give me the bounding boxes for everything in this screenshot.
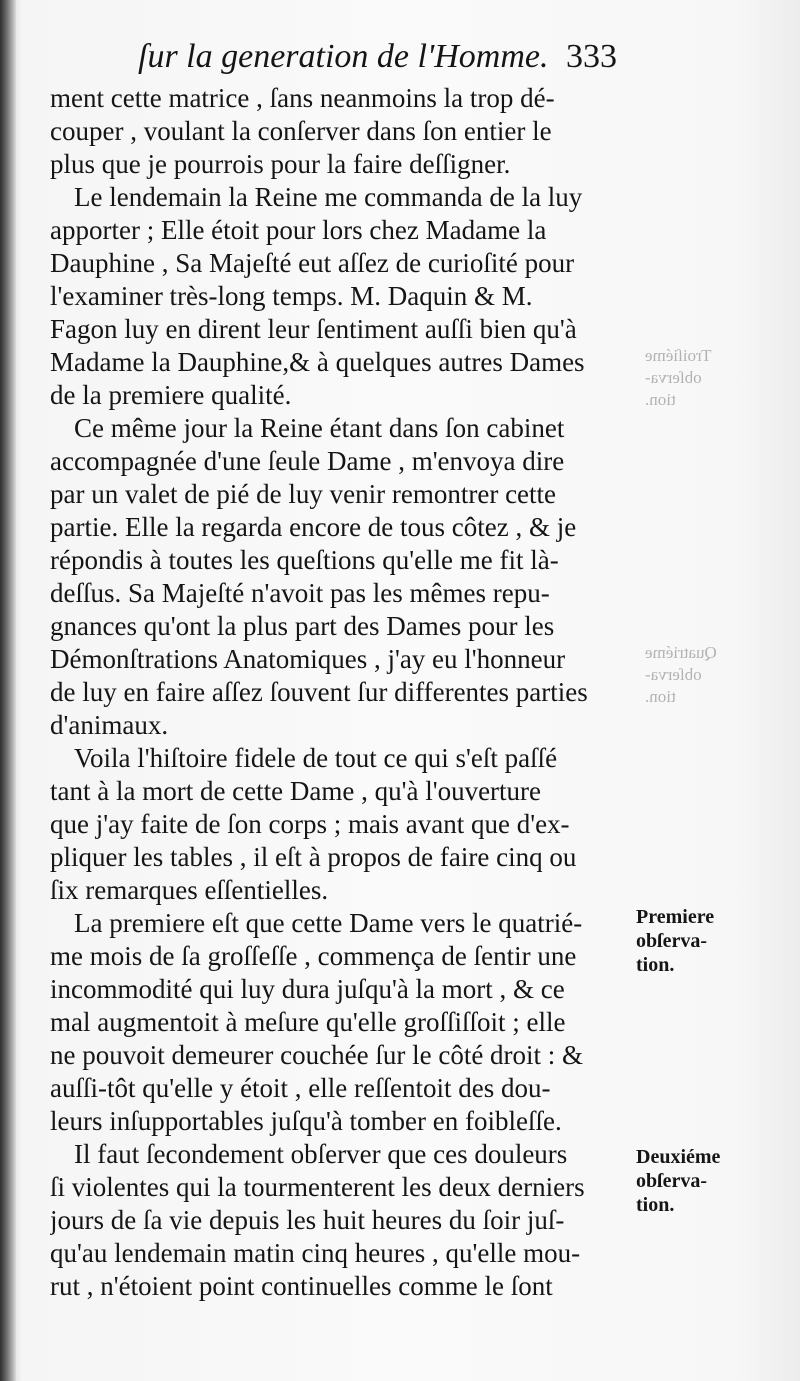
margin-note-second-observation (636, 1145, 786, 1217)
text-line: auſſi-tôt qu'elle y étoit , elle reſſentoit des dou- (50, 1073, 551, 1103)
text-line: que j'ay faite de ſon corps ; mais avant que d'ex- (50, 809, 570, 839)
margin-note-line: obſerva- (636, 930, 708, 952)
text-line: ſi violentes qui la tourmenterent les deux derniers (50, 1172, 585, 1202)
text-line: gnances qu'ont la plus part des Dames pour les (50, 611, 555, 641)
text-line: accompagnée d'une ſeule Dame , m'envoya dire (50, 446, 565, 476)
text-line: de luy en faire aſſez ſouvent ſur differentes parties (50, 677, 588, 707)
margin-note-line: obſerva- (636, 1170, 708, 1192)
text-line: La premiere eſt que cette Dame vers le quatrié- (74, 908, 583, 938)
text-line: ſix remarques eſſentielles. (50, 875, 329, 905)
text-line: Dauphine , Sa Majeſté eut aſſez de curioſité pour (50, 248, 575, 278)
text-line: Il faut ſecondement obſerver que ces douleurs (74, 1139, 568, 1169)
text-line: apporter ; Elle étoit pour lors chez Madame la (50, 215, 547, 245)
text-line: me mois de ſa groſſeſſe , commença de ſentir une (50, 941, 577, 971)
text-line: leurs inſupportables juſqu'à tomber en foibleſſe. (50, 1106, 562, 1136)
text-line: de la premiere qualité. (50, 380, 292, 410)
text-line: d'animaux. (50, 710, 169, 740)
text-line: mal augmentoit à meſure qu'elle groſſiſſoit ; elle (50, 1007, 566, 1037)
bleed-through-note-third: Troiſiéme obſerva- tion. (645, 346, 712, 409)
margin-note-line: Deuxiéme (636, 1146, 721, 1168)
text-line: répondis à toutes les queſtions qu'elle me fit là- (50, 545, 559, 575)
text-line: Voila l'hiſtoire fidele de tout ce qui s'eſt paſſé (74, 743, 558, 773)
gutter-shadow (0, 0, 16, 1381)
margin-note-line: tion. (636, 954, 675, 976)
text-line: Démonſtrations Anatomiques , j'ay eu l'honneur (50, 644, 566, 674)
text-line: ment cette matrice , ſans neanmoins la trop dé- (50, 83, 555, 113)
text-line: plus que je pourrois pour la faire deſſigner. (50, 149, 511, 179)
text-line: partie. Elle la regarda encore de tous côtez , & je (50, 512, 577, 542)
margin-note-line: Premiere (636, 906, 715, 928)
text-line: pliquer les tables , il eſt à propos de faire cinq ou (50, 842, 577, 872)
text-line: par un valet de pié de luy venir remontrer cette (50, 479, 557, 509)
text-line: incommodité qui luy dura juſqu'à la mort , & ce (50, 974, 565, 1004)
body-text (50, 82, 640, 1303)
text-line: qu'au lendemain matin cinq heures , qu'elle mou- (50, 1238, 581, 1268)
text-line: deſſus. Sa Majeſté n'avoit pas les mêmes repu- (50, 578, 550, 608)
bleed-through-note-fourth: Quatriéme obſerva- tion. (645, 643, 717, 706)
text-line: tant à la mort de cette Dame , qu'à l'ouverture (50, 776, 542, 806)
text-line: rut , n'étoient point continuelles comme le ſont (50, 1271, 553, 1301)
margin-note-first-observation (636, 905, 786, 977)
page-number: 333 (566, 38, 617, 75)
text-line: jours de ſa vie depuis les huit heures du ſoir juſ- (50, 1205, 565, 1235)
text-line: couper , voulant la conſerver dans ſon entier le (50, 116, 552, 146)
text-line: Le lendemain la Reine me commanda de la luy (74, 182, 583, 212)
margin-note-line: tion. (636, 1194, 675, 1216)
text-line: Madame la Dauphine,& à quelques autres Dames (50, 347, 585, 377)
text-line: Fagon luy en dirent leur ſentiment auſſi bien qu'à (50, 314, 577, 344)
text-line: l'examiner très-long temps. M. Daquin & M. (50, 281, 533, 311)
text-line: ne pouvoit demeurer couchée ſur le côté droit : & (50, 1040, 584, 1070)
text-line: Ce même jour la Reine étant dans ſon cabinet (74, 413, 565, 443)
running-title: ſur la generation de l'Homme. (138, 38, 549, 75)
